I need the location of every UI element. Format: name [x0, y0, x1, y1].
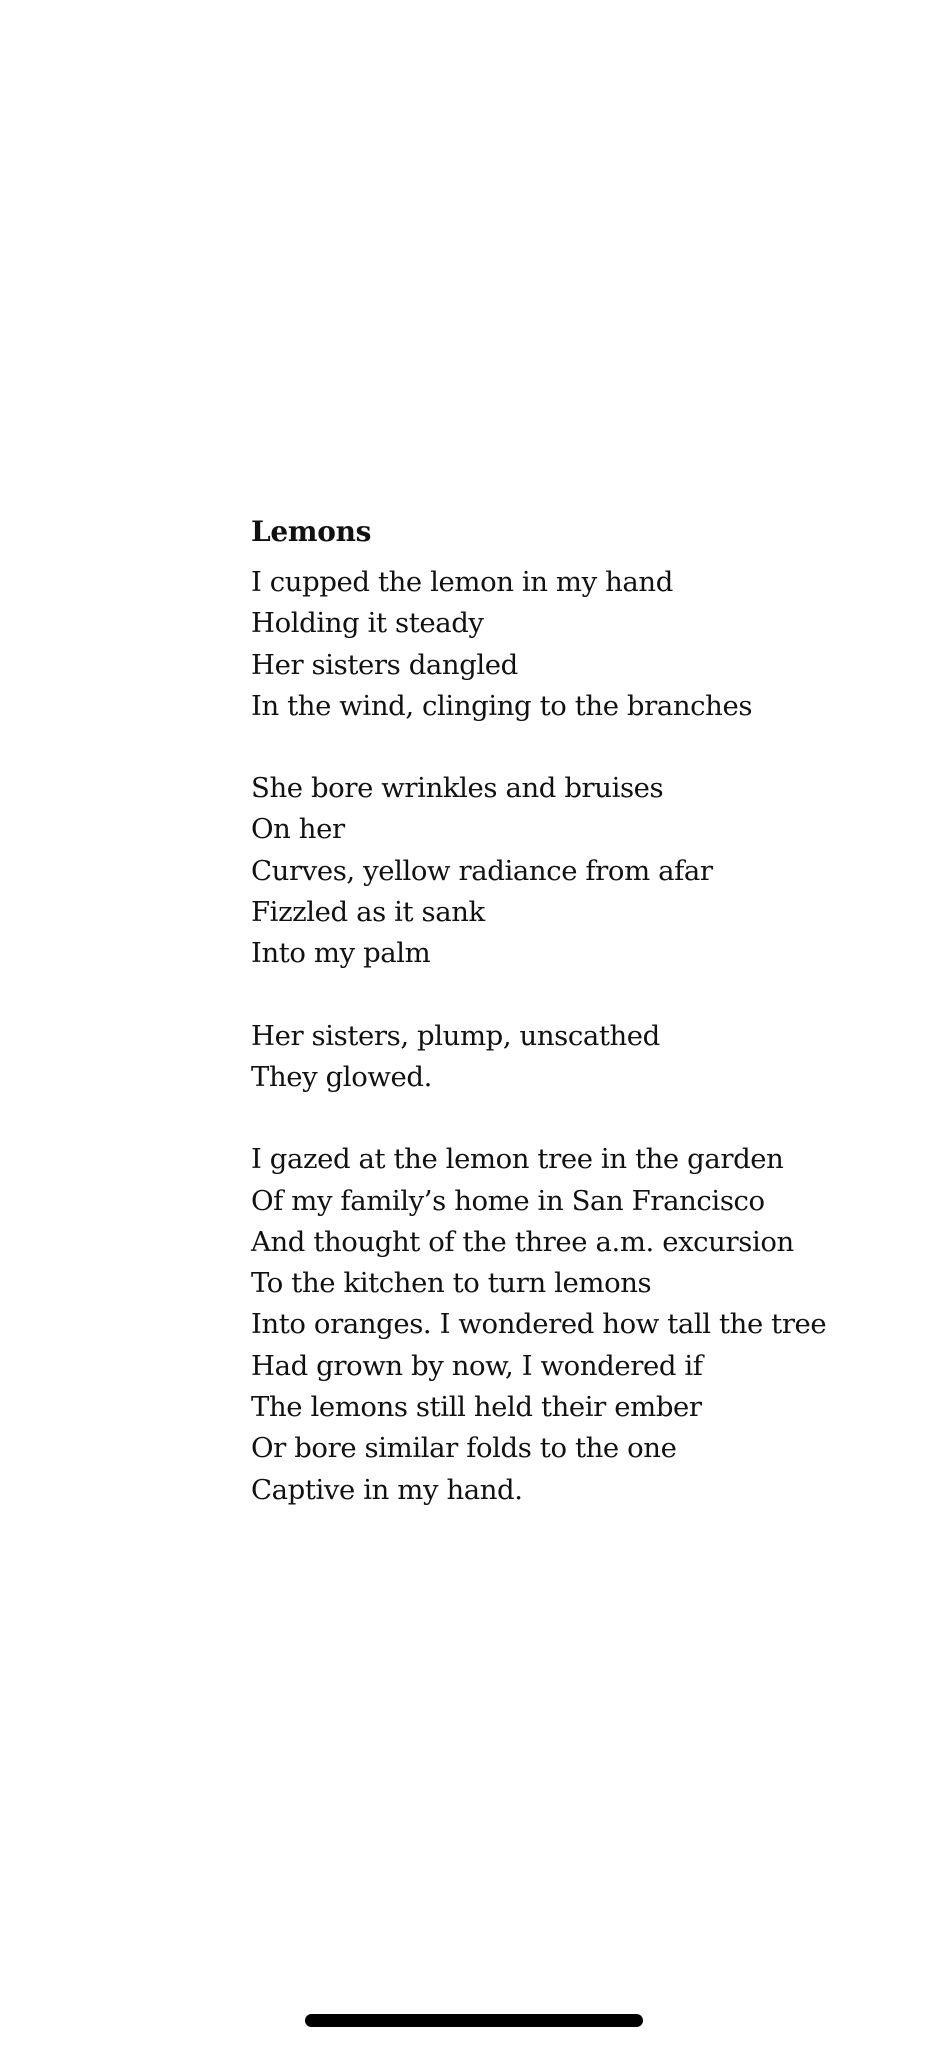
poem-line: Into oranges. I wondered how tall the tree — [251, 1308, 827, 1341]
poem-line: Fizzled as it sank — [251, 896, 485, 929]
poem-line: On her — [251, 813, 345, 846]
poem — [251, 510, 911, 1511]
poem-line: Captive in my hand. — [251, 1473, 523, 1506]
poem-line: Had grown by now, I wondered if — [251, 1349, 703, 1382]
poem-line: Of my family’s home in San Francisco — [251, 1184, 765, 1217]
poem-line: Holding it steady — [251, 607, 484, 640]
poem-line: The lemons still held their ember — [251, 1391, 702, 1424]
home-indicator[interactable] — [305, 2014, 643, 2027]
stanza-4 — [251, 1139, 911, 1511]
stanza-3 — [251, 1016, 911, 1099]
poem-line: Or bore similar folds to the one — [251, 1432, 677, 1465]
poem-line: Curves, yellow radiance from afar — [251, 854, 713, 887]
poem-line: And thought of the three a.m. excursion — [251, 1225, 794, 1258]
poem-line: She bore wrinkles and bruises — [251, 772, 664, 805]
poem-line: Into my palm — [251, 937, 431, 970]
poem-line: Her sisters dangled — [251, 648, 518, 681]
poem-line: To the kitchen to turn lemons — [251, 1267, 652, 1300]
stanza-2 — [251, 768, 911, 974]
poem-line: I cupped the lemon in my hand — [251, 566, 673, 598]
poem-line: I gazed at the lemon tree in the garden — [251, 1143, 784, 1176]
poem-line: In the wind, clinging to the branches — [251, 689, 753, 722]
poem-line: Her sisters, plump, unscathed — [251, 1019, 660, 1052]
poem-line: They glowed. — [251, 1060, 432, 1093]
stanza-1 — [251, 562, 911, 727]
poem-title: Lemons — [251, 515, 372, 548]
